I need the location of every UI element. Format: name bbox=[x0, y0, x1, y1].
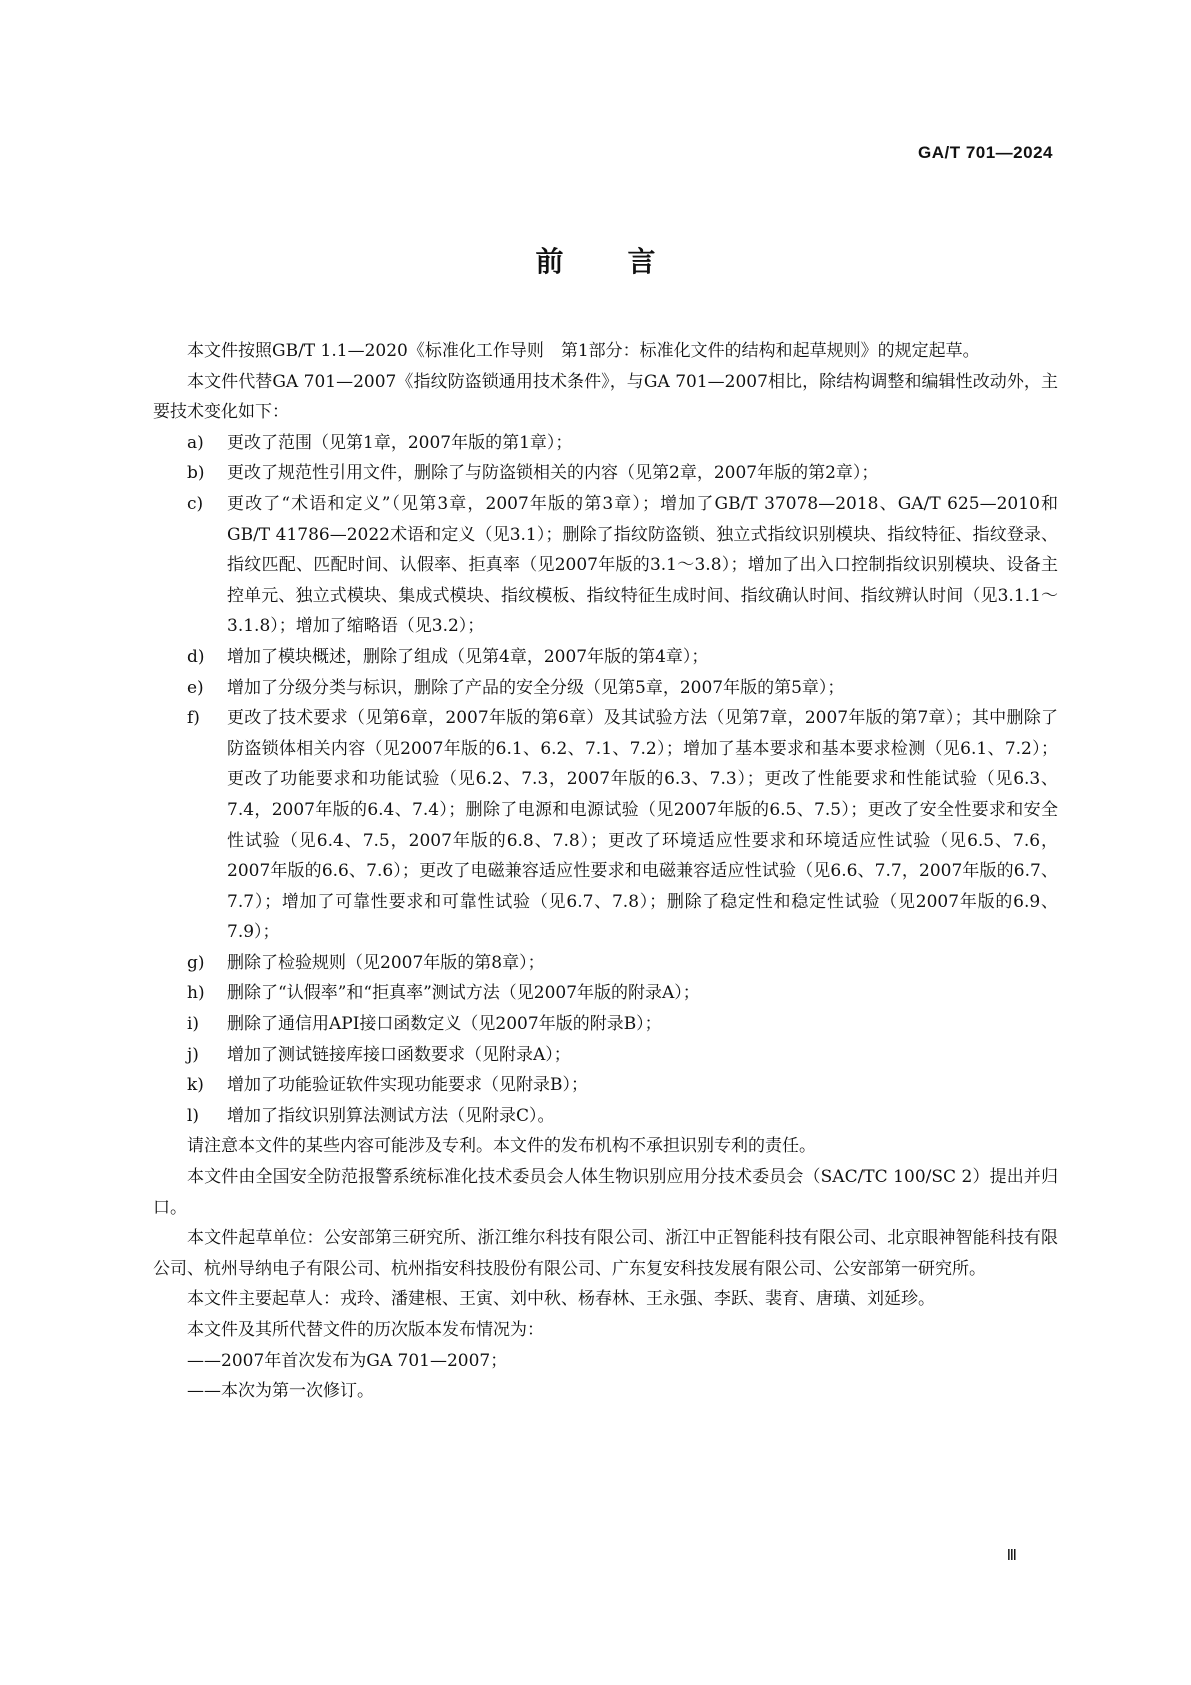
list-item bbox=[153, 489, 1058, 642]
paragraph-drafting-units: 本文件起草单位：公安部第三研究所、浙江维尔科技有限公司、浙江中正智能科技有限公司、北京眼神智能科技有限公司、杭州导纳电子有限公司、杭州指安科技股份有限公司、广东复安科技发展有限公司、公安部第一研究所。 bbox=[153, 1228, 1058, 1279]
list-item-text: 增加了指纹识别算法测试方法（见附录C）。 bbox=[227, 1105, 555, 1126]
list-item-text: 删除了“认假率”和“拒真率”测试方法（见2007年版的附录A）； bbox=[227, 983, 700, 1004]
list-item-label: j) bbox=[187, 1044, 199, 1065]
list-item-text: 增加了功能验证软件实现功能要求（见附录B）； bbox=[227, 1075, 588, 1096]
title-char-1: 前 bbox=[535, 245, 564, 278]
list-item-label: a) bbox=[187, 432, 204, 453]
document-code: GA/T 701—2024 bbox=[917, 143, 1053, 162]
list-item-label: k) bbox=[187, 1075, 204, 1096]
paragraph-drafting-basis: 本文件按照GB/T 1.1—2020《标准化工作导则 第1部分：标准化文件的结构和起草规则》的规定起草。 bbox=[187, 341, 980, 361]
list-item bbox=[153, 673, 1058, 704]
list-item-label: f) bbox=[187, 708, 200, 729]
changes-list bbox=[153, 428, 1058, 1132]
list-item-text: 更改了技术要求（见第6章，2007年版的第6章）及其试验方法（见第7章，2007年版的第7章）；其中删除了防盗锁体相关内容（见2007年版的6.1、6.2、7.1、7.2）；增加了基本要求和基本要求检测（见6.1、7.2）；更改了功能要求和功能试验（见6.2、7.3，2007年版的6.3、7.3）；更改了性能要求和性能试验（见6.3、7.4，2007年版的6.4、7.4）；删除了电源和电源试验（见2007年版的6.5、7.5）；更改了安全性要求和安全性试验（见6.4、7.5，2007年版的6.8、7.8）；更改了环境适应性要求和环境适应性试验（见6.5、7.6，2007年版的6.6、7.6）；更改了电磁兼容适应性要求和电磁兼容适应性试验（见6.6、7.7，2007年版的6.7、7.7）；增加了可靠性要求和可靠性试验（见6.7、7.8）；删除了稳定性和稳定性试验（见2007年版的6.9、7.9）； bbox=[227, 708, 1058, 943]
paragraph-history-intro: 本文件及其所代替文件的历次版本发布情况为： bbox=[187, 1320, 544, 1340]
list-item-label: h) bbox=[187, 983, 205, 1004]
foreword-body bbox=[153, 336, 1058, 1407]
list-item-text: 增加了测试链接库接口函数要求（见附录A）； bbox=[227, 1044, 571, 1065]
paragraph-patent-notice: 请注意本文件的某些内容可能涉及专利。本文件的发布机构不承担识别专利的责任。 bbox=[187, 1136, 816, 1157]
list-item-label: b) bbox=[187, 463, 205, 484]
list-item bbox=[153, 1070, 1058, 1101]
list-item-text: 增加了模块概述，删除了组成（见第4章，2007年版的第4章）； bbox=[227, 646, 709, 667]
page-number: Ⅲ bbox=[1006, 1546, 1017, 1564]
list-item-text: 增加了分级分类与标识，删除了产品的安全分级（见第5章，2007年版的第5章）； bbox=[227, 677, 845, 698]
page-title bbox=[0, 240, 1191, 280]
list-item bbox=[153, 703, 1058, 948]
paragraph-proposer: 本文件由全国安全防范报警系统标准化技术委员会人体生物识别应用分技术委员会（SAC/TC 100/SC 2）提出并归口。 bbox=[153, 1167, 1058, 1218]
list-item-text: 删除了通信用API接口函数定义（见2007年版的附录B）； bbox=[227, 1014, 662, 1035]
history-entry-2: ——本次为第一次修订。 bbox=[187, 1381, 374, 1402]
list-item-text: 更改了“术语和定义”（见第3章，2007年版的第3章）；增加了GB/T 37078—2018、GA/T 625—2010和GB/T 41786—2022术语和定义（见3.1）；删除了指纹防盗锁、独立式指纹识别模块、指纹特征、指纹登录、指纹匹配、匹配时间、认假率、拒真率（见2007年版的3.1～3.8）；增加了出入口控制指纹识别模块、设备主控单元、独立式模块、集成式模块、指纹模板、指纹特征生成时间、指纹确认时间、指纹辨认时间（见3.1.1～3.1.8）；增加了缩略语（见3.2）； bbox=[227, 493, 1058, 637]
list-item-text: 删除了检验规则（见2007年版的第8章）； bbox=[227, 952, 545, 973]
list-item-label: c) bbox=[187, 493, 204, 514]
list-item-label: e) bbox=[187, 677, 204, 698]
list-item bbox=[153, 1009, 1058, 1040]
list-item-label: g) bbox=[187, 952, 205, 973]
list-item bbox=[153, 1101, 1058, 1132]
paragraph-drafters: 本文件主要起草人：戎玲、潘建根、王寅、刘中秋、杨春林、王永强、李跃、裴育、唐璜、刘延珍。 bbox=[187, 1289, 935, 1310]
list-item bbox=[153, 458, 1058, 489]
list-item-label: l) bbox=[187, 1105, 200, 1126]
list-item-text: 更改了规范性引用文件，删除了与防盗锁相关的内容（见第2章，2007年版的第2章）； bbox=[227, 463, 879, 484]
list-item bbox=[153, 642, 1058, 673]
history-entry-1: ——2007年首次发布为GA 701—2007； bbox=[187, 1350, 508, 1371]
list-item bbox=[153, 1040, 1058, 1071]
list-item-label: d) bbox=[187, 646, 205, 667]
paragraph-replacement: 本文件代替GA 701—2007《指纹防盗锁通用技术条件》，与GA 701—2007相比，除结构调整和编辑性改动外，主要技术变化如下： bbox=[153, 371, 1058, 423]
list-item bbox=[153, 948, 1058, 979]
list-item bbox=[153, 428, 1058, 459]
list-item-label: i) bbox=[187, 1014, 200, 1035]
title-char-2: 言 bbox=[627, 245, 656, 278]
list-item bbox=[153, 978, 1058, 1009]
list-item-text: 更改了范围（见第1章，2007年版的第1章）； bbox=[227, 432, 573, 453]
